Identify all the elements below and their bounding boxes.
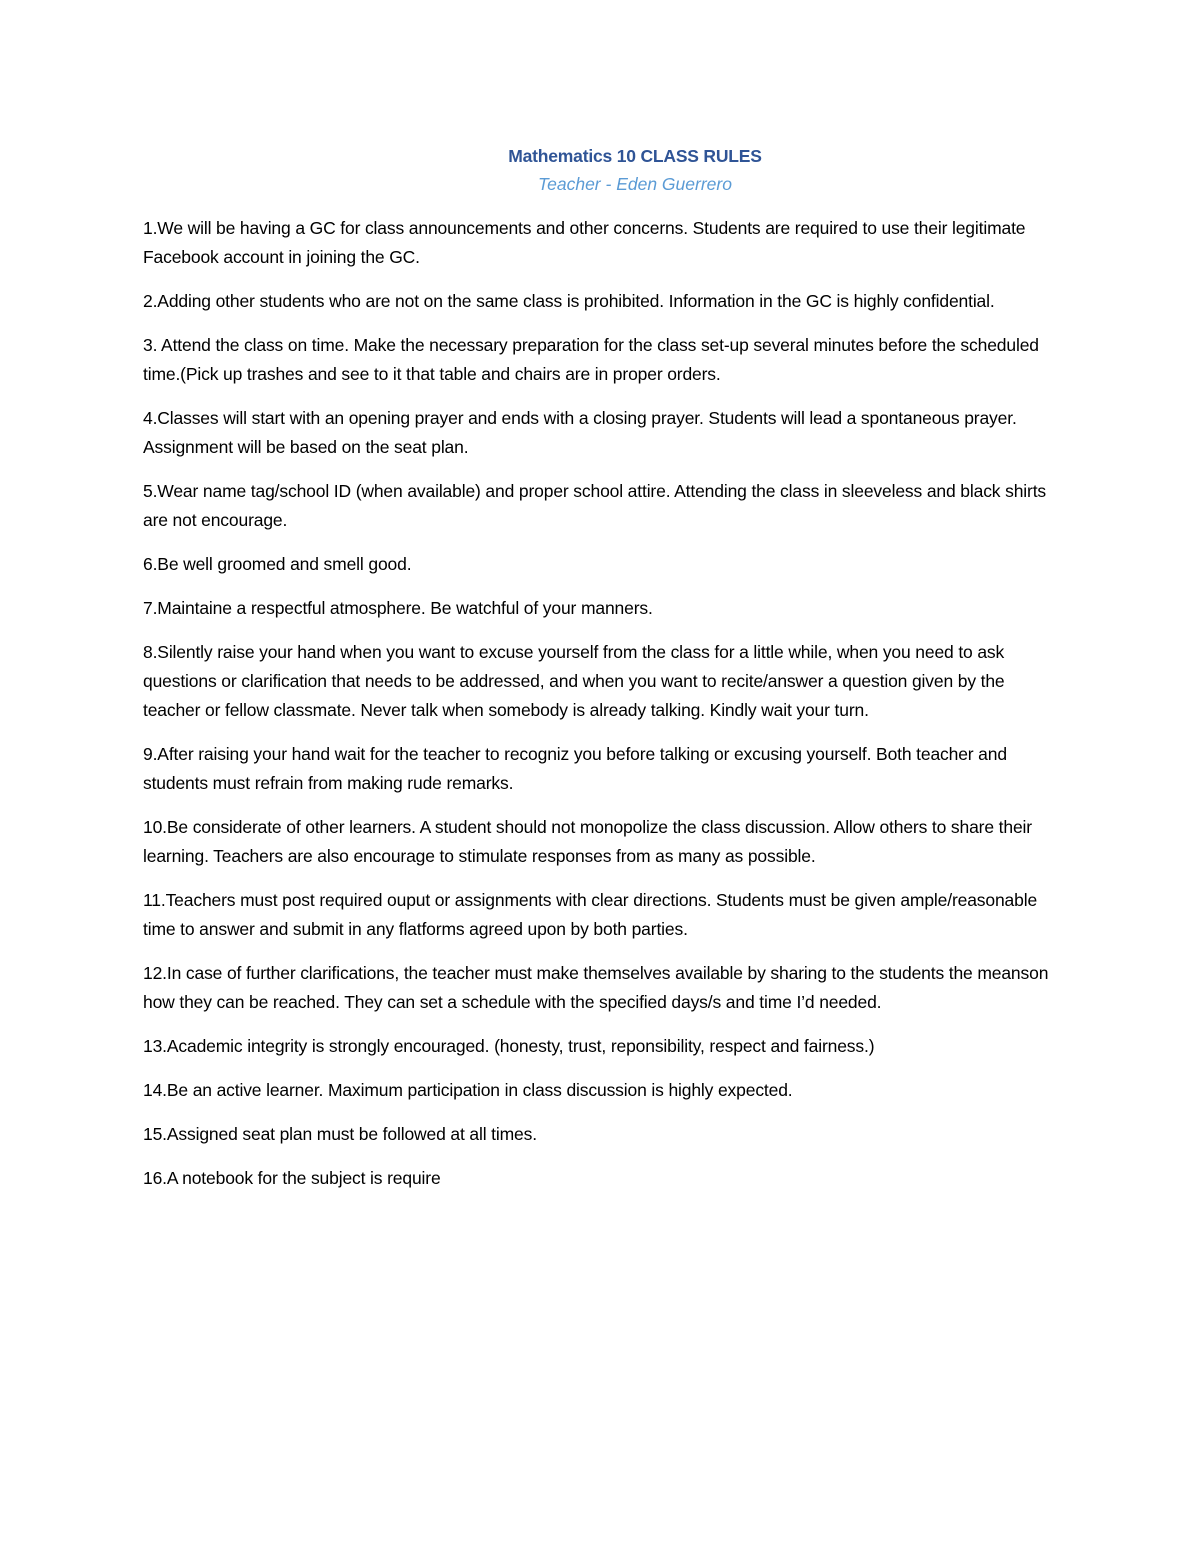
rule-item-4: 4.Classes will start with an opening prayer and ends with a closing prayer. Students will lead a spontaneous prayer. Assignment will be based on the seat plan. [143, 408, 1017, 457]
rule-item-15: 15.Assigned seat plan must be followed at all times. [143, 1124, 537, 1144]
rule-item-14: 14.Be an active learner. Maximum participation in class discussion is highly expected. [143, 1080, 793, 1100]
rule-item-11: 11.Teachers must post required ouput or assignments with clear directions. Students must be given ample/reasonable time to answer and submit in any flatforms agreed upon by both parties. [143, 890, 1038, 939]
rule-item-1: 1.We will be having a GC for class announcements and other concerns. Students are required to use their legitimate Facebook account in joining the GC. [143, 218, 1026, 267]
document-subtitle: Teacher - Eden Guerrero [538, 174, 732, 194]
rule-item-12: 12.In case of further clarifications, the teacher must make themselves available by sharing to the students the meanson how they can be reached. They can set a schedule with the specified days/s and time I’d needed. [143, 963, 1049, 1012]
rule-item-16: 16.A notebook for the subject is require [143, 1168, 441, 1188]
rule-item-6: 6.Be well groomed and smell good. [143, 554, 412, 574]
rule-item-10: 10.Be considerate of other learners. A student should not monopolize the class discussion. Allow others to share their learning. Teachers are also encourage to stimulate responses from as many as possible. [143, 817, 1032, 866]
rules-list [143, 214, 1063, 1208]
rule-item-3: 3. Attend the class on time. Make the necessary preparation for the class set-up several minutes before the scheduled time.(Pick up trashes and see to it that table and chairs are in proper orders. [143, 335, 1039, 384]
document-header [0, 144, 1200, 196]
document-title: Mathematics 10 CLASS RULES [508, 146, 762, 166]
rule-item-8: 8.Silently raise your hand when you want to excuse yourself from the class for a little while, when you need to ask questions or clarification that needs to be addressed, and when you want to recite/answer a question given by the teacher or fellow classmate. Never talk when somebody is already talking. Kindly wait your turn. [143, 642, 1005, 720]
rule-item-7: 7.Maintaine a respectful atmosphere. Be watchful of your manners. [143, 598, 653, 618]
rule-item-2: 2.Adding other students who are not on the same class is prohibited. Information in the GC is highly confidential. [143, 291, 995, 311]
rule-item-5: 5.Wear name tag/school ID (when available) and proper school attire. Attending the class in sleeveless and black shirts are not encourage. [143, 481, 1047, 530]
rule-item-13: 13.Academic integrity is strongly encouraged. (honesty, trust, reponsibility, respect and fairness.) [143, 1036, 875, 1056]
rule-item-9: 9.After raising your hand wait for the teacher to recogniz you before talking or excusing yourself. Both teacher and students must refrain from making rude remarks. [143, 744, 1007, 793]
